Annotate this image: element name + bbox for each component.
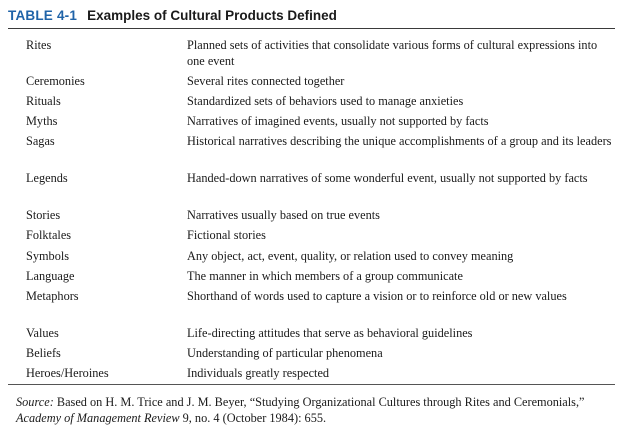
row-term: Myths [26, 114, 58, 128]
table-title: Examples of Cultural Products Defined [87, 7, 337, 23]
row-term: Stories [26, 208, 61, 222]
row-term: Rites [26, 38, 52, 52]
row-definition: Understanding of particular phenomena [187, 346, 383, 360]
source-label: Source: [16, 395, 54, 409]
row-definition: Planned sets of activities that consolidate various forms of cultural expressions into one event [187, 38, 598, 68]
row-definition: Life-directing attitudes that serve as behavioral guidelines [187, 326, 473, 340]
row-definition: Several rites connected together [187, 74, 345, 88]
row-term: Metaphors [26, 289, 79, 303]
row-definition: Fictional stories [187, 228, 266, 242]
row-term: Legends [26, 171, 68, 185]
table-number: TABLE 4-1 [8, 7, 78, 23]
row-term: Heroes/Heroines [26, 366, 109, 380]
row-definition: Shorthand of words used to capture a vision or to reinforce old or new values [187, 289, 567, 303]
row-term: Sagas [26, 134, 55, 148]
row-definition: Historical narratives describing the unique accomplishments of a group and its leaders [187, 134, 612, 148]
row-term: Ceremonies [26, 74, 85, 88]
row-term: Symbols [26, 249, 70, 263]
row-definition: The manner in which members of a group communicate [187, 269, 463, 283]
row-definition: Narratives usually based on true events [187, 208, 380, 222]
row-definition: Handed-down narratives of some wonderful event, usually not supported by facts [187, 171, 588, 185]
source-journal: Academy of Management Review [16, 411, 180, 425]
source-citation: Based on H. M. Trice and J. M. Beyer, “Studying Organizational Cultures through Rites and Ceremonials,” [53, 395, 585, 409]
row-definition: Individuals greatly respected [187, 366, 330, 380]
source-note [16, 394, 616, 426]
row-definition: Any object, act, event, quality, or relation used to convey meaning [187, 249, 514, 263]
row-definition: Standardized sets of behaviors used to manage anxieties [187, 94, 464, 108]
table-bottom-rule [8, 384, 615, 385]
table-caption [8, 5, 337, 25]
row-term: Language [26, 269, 75, 283]
row-term: Folktales [26, 228, 72, 242]
row-term: Values [26, 326, 59, 340]
row-term: Beliefs [26, 346, 61, 360]
table-top-rule [8, 28, 615, 29]
row-definition: Narratives of imagined events, usually not supported by facts [187, 114, 489, 128]
row-term: Rituals [26, 94, 61, 108]
source-citation-end: 9, no. 4 (October 1984): 655. [179, 411, 327, 425]
